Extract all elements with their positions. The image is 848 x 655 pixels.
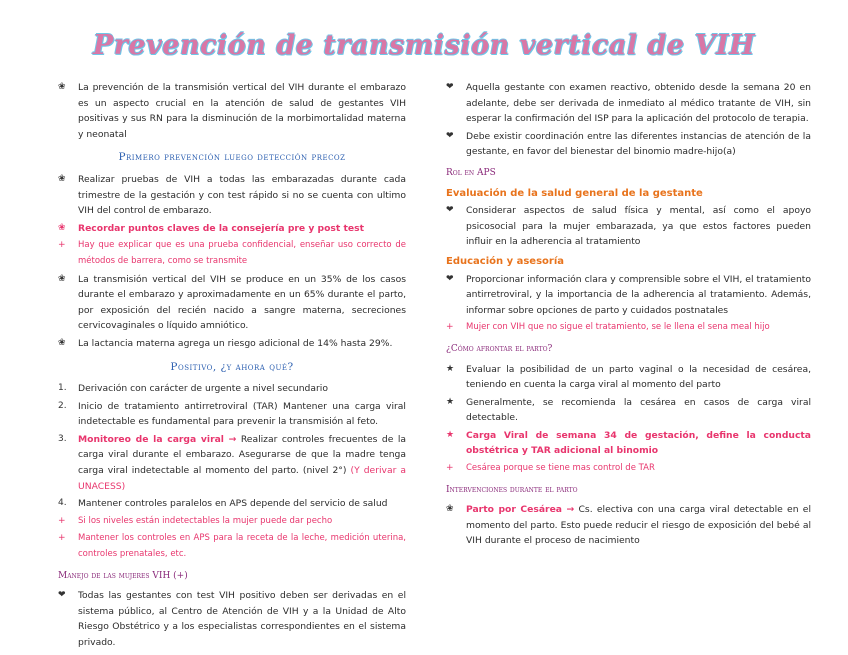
list-item: ❀ Realizar pruebas de VIH a todas las embarazadas durante cada trimestre de la gestación y con test rápido si no se cuenta con ultimo VIH del control de embarazo. <box>58 173 406 217</box>
section-heading: Positivo, ¿y ahora qué? <box>170 360 294 373</box>
star-bullet-icon: ★ <box>446 396 455 407</box>
list-item: ★ Evaluar la posibilidad de un parto vaginal o la necesidad de cesárea, teniendo en cuenta la carga viral al momento del parto <box>446 363 811 391</box>
subsection-heading: Evaluación de la salud general de la gestante <box>446 187 703 199</box>
list-item: 3. Monitoreo de la carga viral → Realizar controles frecuentes de la carga viral durante el embarazo. Asegurarse de que la madre tenga carga viral indetectable al momento del parto. (nivel 2°) (Y derivar a UNACESS) <box>58 433 406 492</box>
flower-bullet-icon: ❀ <box>58 337 66 348</box>
plus-bullet-icon: + <box>446 463 454 474</box>
section-heading: ¿Cómo afrontar el parto? <box>446 343 553 354</box>
list-item: ★ Carga Viral de semana 34 de gestación, define la conducta obstétrica y TAR adicional al binomio <box>446 429 811 457</box>
flower-bullet-icon: ❀ <box>446 504 454 515</box>
list-item: ❀ Parto por Cesárea → Cs. electiva con una carga viral detectable en el momento del parto. Esto puede reducir el riesgo de exposición del bebé al VIH durante el proceso de nacimiento <box>446 504 811 547</box>
plus-bullet-icon: + <box>58 533 66 544</box>
heart-bullet-icon: ❤ <box>446 82 454 92</box>
plus-bullet-icon: + <box>58 240 66 251</box>
list-item: ❤ Debe existir coordinación entre las diferentes instancias de atención de la gestante, en favor del bienestar del binomio madre-hijo(a) <box>446 130 811 158</box>
list-item: ❀ La lactancia materna agrega un riesgo adicional de 14% hasta 29%. <box>58 336 406 352</box>
list-item: ❀ Recordar puntos claves de la consejería pre y post test <box>58 221 406 237</box>
list-item: ❤ Todas las gestantes con test VIH positivo deben ser derivadas en el sistema público, al Centro de Atención de VIH y a la Unidad de Alto Riesgo Obstétrico y a los especialistas correspondientes en el sistema privado. <box>58 590 406 648</box>
list-item: ❀ La transmisión vertical del VIH se produce en un 35% de los casos durante el embarazo y aproximadamente en un 65% durante el parto, por exposición del recién nacido a sangre materna, secreciones cervicovaginales o líquido amniótico. <box>58 273 406 332</box>
section-heading: Primero prevención luego detección precoz <box>118 151 346 164</box>
star-bullet-icon: ★ <box>446 363 455 374</box>
list-item: ★ Generalmente, se recomienda la cesárea en casos de carga viral detectable. <box>446 396 811 424</box>
left-column <box>58 80 406 653</box>
list-item: + Cesárea porque se tiene mas control de TAR <box>446 461 811 477</box>
list-item: ❤ Proporcionar información clara y comprensible sobre el VIH, el tratamiento antirretroviral, y la importancia de la adherencia al tratamiento. Además, informar sobre opciones de parto y cuidados postnatales <box>446 273 811 316</box>
list-item: 1. Derivación con carácter de urgente a nivel secundario <box>58 383 328 395</box>
heart-bullet-icon: ❤ <box>446 205 454 216</box>
list-item: + Mantener los controles en APS para la receta de la leche, medición uterina, controles prenatales, etc. <box>58 533 406 560</box>
flower-bullet-icon: ❀ <box>58 273 66 284</box>
list-item: ❤ Considerar aspectos de salud física y mental, así como el apoyo psicosocial para la mujer embarazada, ya que estos factores pueden influir en la adherencia al tratamiento <box>446 205 811 248</box>
list-item: 4. Mantener controles paralelos en APS depende del servicio de salud <box>58 498 388 510</box>
star-bullet-icon: ★ <box>446 429 455 440</box>
plus-bullet-icon: + <box>58 515 66 526</box>
heart-bullet-icon: ❤ <box>446 273 454 284</box>
heart-bullet-icon: ❤ <box>446 130 454 141</box>
flower-bullet-icon: ❀ <box>58 222 66 233</box>
flower-bullet-icon: ❀ <box>58 82 66 92</box>
heart-bullet-icon: ❤ <box>58 590 66 601</box>
intro-item: ❀ La prevención de la transmisión vertical del VIH durante el embarazo es un aspecto crucial en la atención de salud de gestantes VIH positivas y sus RN para la disminución de la morbimortalidad materna y neonatal <box>58 82 406 140</box>
section-heading: Rol en APS <box>446 167 496 178</box>
subsection-heading: Educación y asesoría <box>446 255 565 267</box>
list-item: ❤ Aquella gestante con examen reactivo, obtenido desde la semana 20 en adelante, debe ser derivada de inmediato al médico tratante de VIH, sin esperar la confirmación del ISP para la aplicación del protocolo de terapia. <box>446 82 811 125</box>
list-item: + Si los niveles están indetectables la mujer puede dar pecho <box>58 514 406 530</box>
section-heading: Manejo de las mujeres VIH (+) <box>58 570 188 581</box>
page-title: Prevención de transmisión vertical de VIH <box>92 30 756 61</box>
plus-bullet-icon: + <box>446 322 454 333</box>
right-column <box>446 80 811 551</box>
list-item: + Hay que explicar que es una prueba confidencial, enseñar uso correcto de métodos de barrera, como se transmite <box>58 240 406 266</box>
section-heading: Intervenciones durante el parto <box>446 484 578 495</box>
list-item: 2. Inicio de tratamiento antirretroviral (TAR) Mantener una carga viral indetectable es fundamental para prevenir la transmisión al feto. <box>58 400 406 428</box>
flower-bullet-icon: ❀ <box>58 173 66 184</box>
list-item: + Mujer con VIH que no sigue el tratamiento, se le llena el sena meal hijo <box>446 320 811 336</box>
